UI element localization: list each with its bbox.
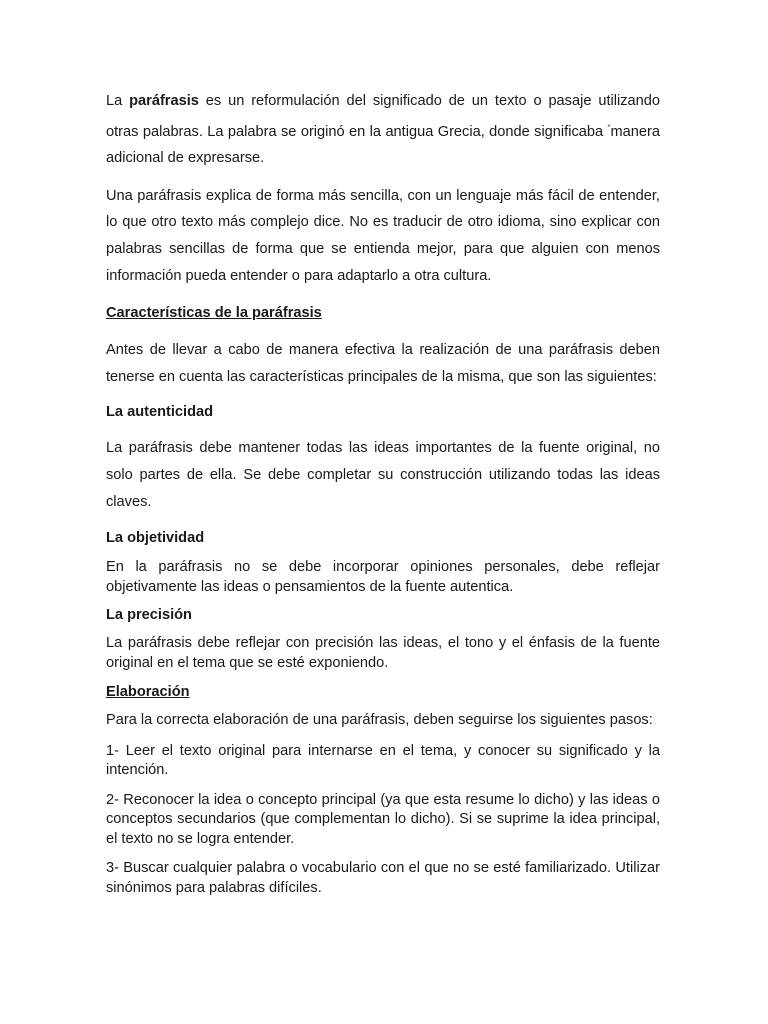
paragraph-caracteristicas-intro: Antes de llevar a cabo de manera efectiva la realización de una paráfrasis deben tenerse en cuenta las características principales de la misma, que son las siguientes: — [106, 342, 660, 385]
intro-term: paráfrasis — [129, 93, 199, 109]
subheading-autenticidad: La autenticidad — [106, 404, 214, 421]
subheading-precision: La precisión — [106, 607, 192, 624]
list-item-step-2: 2- Reconocer la idea o concepto principal (ya que esta resume lo dicho) y las ideas o conceptos secundarios (que complementan lo dicho). Si se suprime la idea principal, el texto no se logra entender. — [106, 791, 660, 847]
paragraph-objetividad: En la paráfrasis no se debe incorporar opiniones personales, debe reflejar objetivamente las ideas o pensamientos de la fuente autentica. — [106, 559, 660, 595]
list-item-step-1: 1- Leer el texto original para internarse en el tema, y conocer su significado y la intención. — [106, 742, 660, 779]
section-title-caracteristicas: Características de la paráfrasis — [106, 305, 322, 322]
section-title-elaboracion: Elaboración — [106, 684, 190, 701]
paragraph-autenticidad: La paráfrasis debe mantener todas las ideas importantes de la fuente original, no solo partes de ella. Se debe completar su construcción utilizando todas las ideas claves. — [106, 440, 660, 510]
list-item-step-3: 3- Buscar cualquier palabra o vocabulario con el que no se esté familiarizado. Utilizar sinónimos para palabras difíciles. — [106, 860, 660, 896]
intro-quote-mark: “ — [607, 122, 611, 133]
intro-lead: La — [106, 93, 130, 109]
intro-paragraph — [106, 88, 660, 172]
intro-end: manera adicional de expresarse. — [106, 123, 660, 167]
paragraph-definition: Una paráfrasis explica de forma más sencilla, con un lenguaje más fácil de entender, lo que otro texto más complejo dice. No es traducir de otro idioma, sino explicar con palabras sencillas de forma que se entienda mejor, para que alguien con menos información pueda entender o para adaptarlo a otra cultura. — [106, 187, 660, 284]
subheading-objetividad: La objetividad — [106, 530, 205, 547]
paragraph-precision: La paráfrasis debe reflejar con precisión las ideas, el tono y el énfasis de la fuente original en el tema que se esté exponiendo. — [106, 635, 660, 671]
paragraph-elaboracion-intro: Para la correcta elaboración de una paráfrasis, deben seguirse los siguientes pasos: — [106, 712, 653, 729]
intro-rest: es un reformulación del significado de un texto o pasaje utilizando otras palabras. La palabra se originó en la antigua Grecia, donde significaba — [106, 93, 660, 140]
document-page — [106, 88, 660, 898]
